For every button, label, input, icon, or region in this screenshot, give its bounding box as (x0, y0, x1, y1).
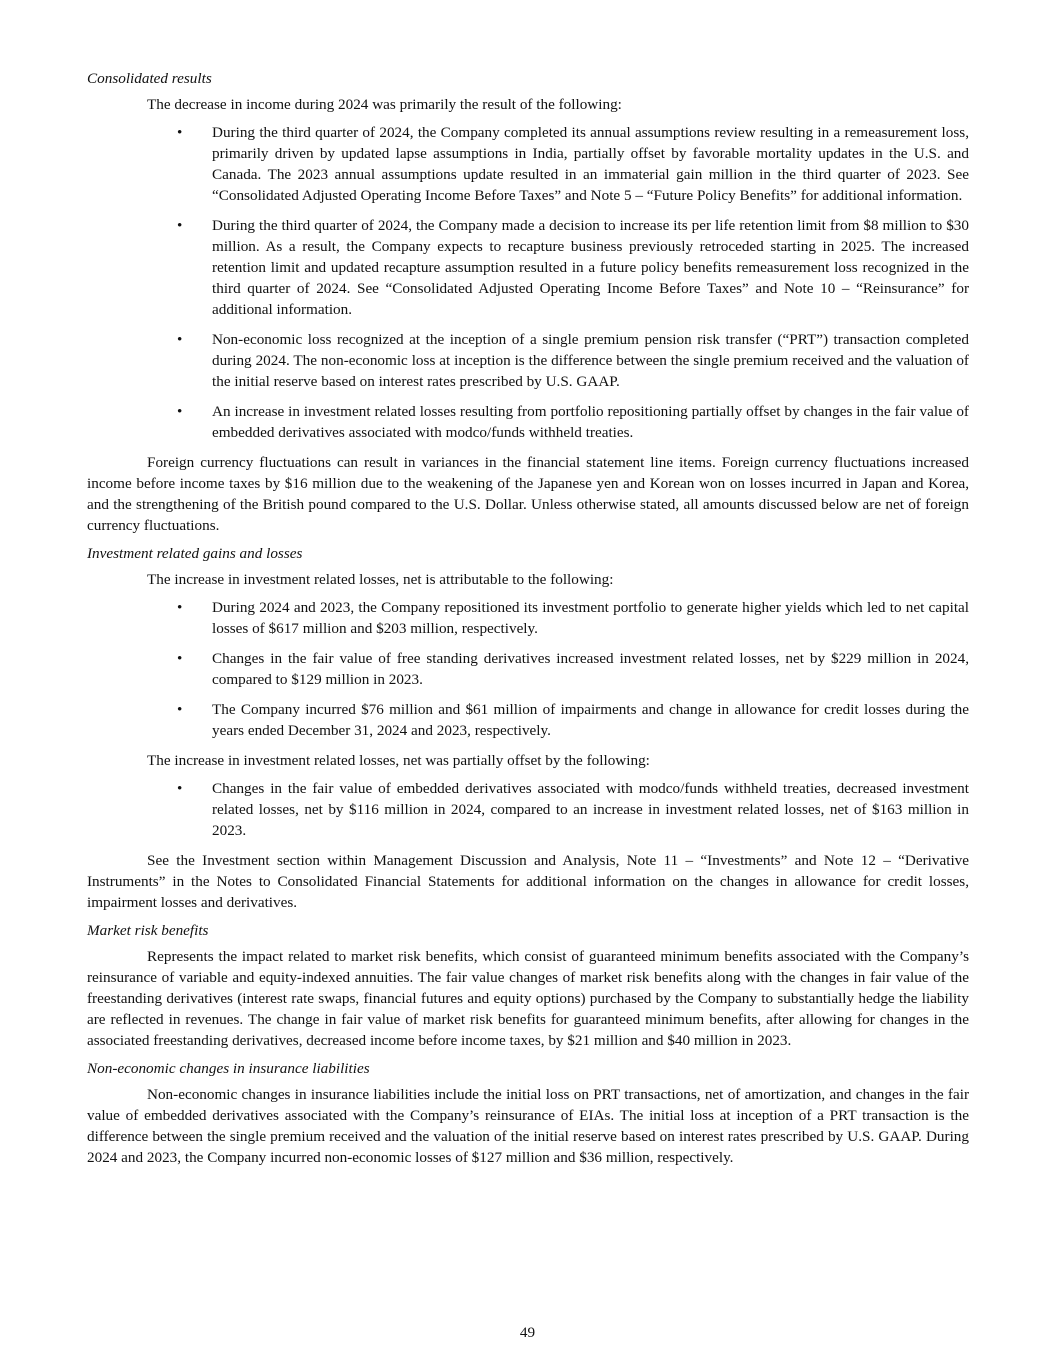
bullet-icon: • (177, 403, 183, 420)
bullet-item (174, 122, 969, 206)
bullet-text: During the third quarter of 2024, the Company made a decision to increase its per life retention limit from $8 million to $30 million. As a result, the Company expects to recapture business previously retroceded starting in 2025. The increased retention limit and updated recapture assumption resulted in a future policy benefits remeasurement loss recognized in the third quarter of 2024. See “Consolidated Adjusted Operating Income Before Taxes” and Note 10 – “Reinsurance” for additional information. (212, 217, 969, 318)
paragraph: See the Investment section within Management Discussion and Analysis, Note 11 – “Investments” and Note 12 – “Derivative Instruments” in the Notes to Consolidated Financial Statements for additional information on the changes in allowance for credit losses, impairment losses and derivatives. (87, 852, 969, 911)
section-heading: Market risk benefits (87, 922, 209, 939)
bullet-item (174, 778, 969, 841)
bullet-item (174, 215, 969, 320)
bullet-text: The Company incurred $76 million and $61 million of impairments and change in allowance for credit losses during the years ended December 31, 2024 and 2023, respectively. (212, 701, 969, 739)
section-heading: Non-economic changes in insurance liabilities (87, 1060, 370, 1077)
paragraph: Foreign currency fluctuations can result in variances in the financial statement line items. Foreign currency fluctuations increased income before income taxes by $16 million due to the weakening of the Japanese yen and Korean won on losses incurred in Japan and Korea, and the strengthening of the British pound compared to the U.S. Dollar. Unless otherwise stated, all amounts discussed below are net of foreign currency fluctuations. (87, 454, 969, 534)
intro: The increase in investment related losses, net was partially offset by the following: (147, 752, 650, 769)
bullet-icon: • (177, 331, 183, 348)
bullet-item (174, 648, 969, 690)
bullet-icon: • (177, 599, 183, 616)
bullet-text: During the third quarter of 2024, the Company completed its annual assumptions review resulting in a remeasurement loss, primarily driven by updated lapse assumptions in India, partially offset by favorable mortality updates in the U.S. and Canada. The 2023 annual assumptions update resulted in an immaterial gain million in the third quarter of 2023. See “Consolidated Adjusted Operating Income Before Taxes” and Note 5 – “Future Policy Benefits” for additional information. (212, 124, 969, 204)
bullet-icon: • (177, 124, 183, 141)
bullet-icon: • (177, 650, 183, 667)
section-heading: Investment related gains and losses (87, 545, 303, 562)
bullet-item (174, 329, 969, 392)
page-number: 49 (519, 1324, 536, 1341)
intro: The increase in investment related losses, net is attributable to the following: (147, 571, 614, 588)
bullet-text: Changes in the fair value of free standing derivatives increased investment related losses, net by $229 million in 2024, compared to $129 million in 2023. (212, 650, 969, 688)
bullet-item (174, 401, 969, 443)
paragraph: Non-economic changes in insurance liabilities include the initial loss on PRT transactions, net of amortization, and changes in the fair value of embedded derivatives associated with the Company’s reinsurance of EIAs. The initial loss at inception of a PRT transaction is the difference between the single premium received and the valuation of the initial reserve based on interest rates prescribed by U.S. GAAP. During 2024 and 2023, the Company incurred non-economic losses of $127 million and $36 million, respectively. (87, 1086, 969, 1166)
bullet-text: Non-economic loss recognized at the inception of a single premium pension risk transfer (“PRT”) transaction completed during 2024. The non-economic loss at inception is the difference between the single premium received and the valuation of the initial reserve based on interest rates prescribed by U.S. GAAP. (212, 331, 969, 390)
bullet-icon: • (177, 217, 183, 234)
paragraph: Represents the impact related to market risk benefits, which consist of guaranteed minimum benefits associated with the Company’s reinsurance of variable and equity-indexed annuities. The fair value changes of market risk benefits along with the changes in fair value of the freestanding derivatives (interest rate swaps, financial futures and equity options) purchased by the Company to substantially hedge the liability are reflected in revenues. The change in fair value of market risk benefits for guaranteed minimum benefits, after allowing for changes in the associated freestanding derivatives, decreased income before income taxes, by $21 million and $40 million in 2023. (87, 948, 969, 1049)
section-heading: Consolidated results (87, 70, 212, 87)
intro: The decrease in income during 2024 was primarily the result of the following: (147, 96, 622, 113)
bullet-text: During 2024 and 2023, the Company repositioned its investment portfolio to generate higher yields which led to net capital losses of $617 million and $203 million, respectively. (212, 599, 969, 637)
bullet-text: An increase in investment related losses resulting from portfolio repositioning partially offset by changes in the fair value of embedded derivatives associated with modco/funds withheld treaties. (212, 403, 969, 441)
bullet-item (174, 699, 969, 741)
bullet-icon: • (177, 701, 183, 718)
bullet-item (174, 597, 969, 639)
bullet-icon: • (177, 780, 183, 797)
bullet-text: Changes in the fair value of embedded derivatives associated with modco/funds withheld treaties, decreased investment related losses, net by $116 million in 2024, compared to an increase in investment related losses, net of $163 million in 2023. (212, 780, 969, 839)
